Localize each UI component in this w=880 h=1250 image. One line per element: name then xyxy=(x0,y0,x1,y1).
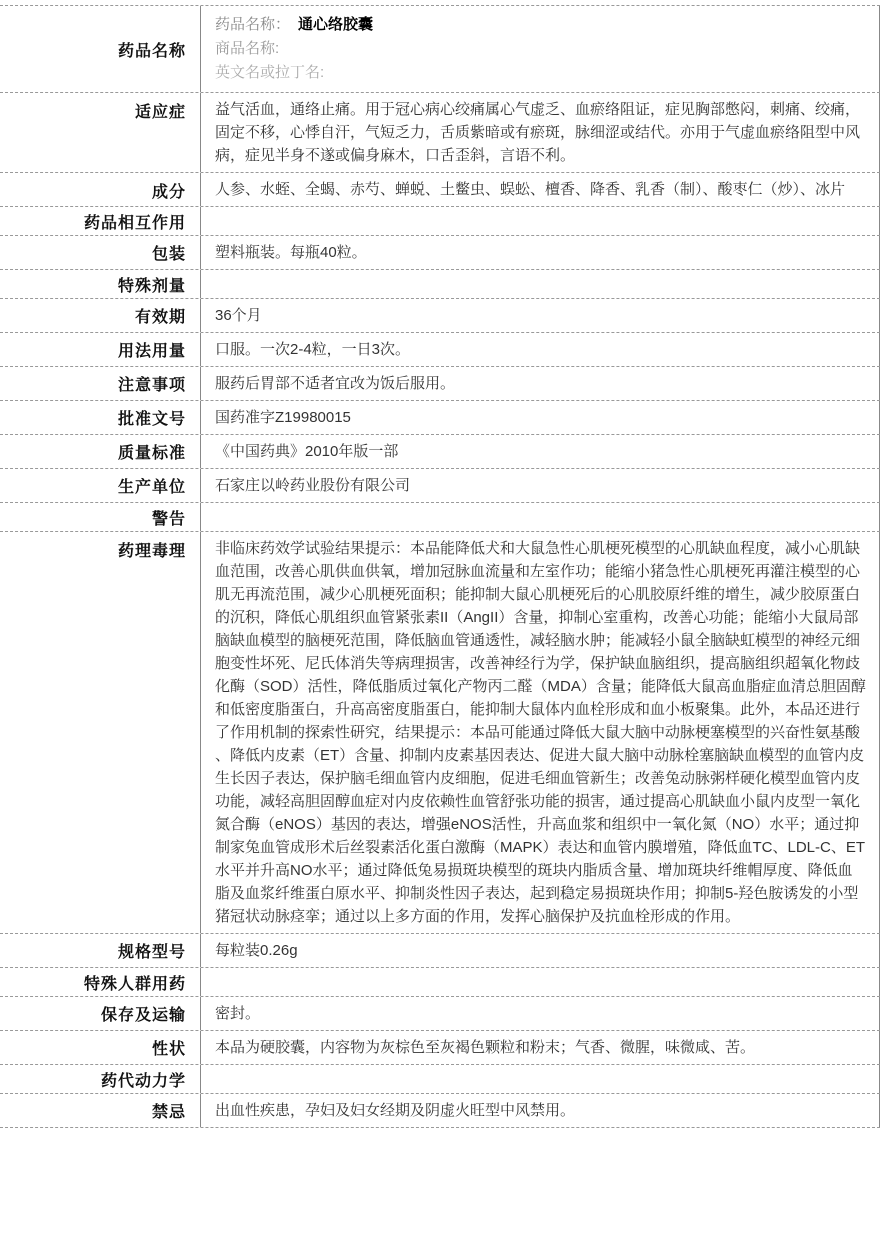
row-label-quality-standard: 质量标准 xyxy=(117,445,186,462)
table-row-pharmacology-toxicology xyxy=(0,532,880,934)
row-label-storage-transport: 保存及运输 xyxy=(100,1007,186,1024)
row-value-special-dosage xyxy=(200,270,880,298)
row-value-pharmacokinetics xyxy=(200,1065,880,1093)
row-label-dosage-usage: 用法用量 xyxy=(117,343,186,360)
row-value-dosage-usage: 口服。一次2-4粒，一日3次。 xyxy=(200,333,880,366)
row-value-approval-number: 国药准字Z19980015 xyxy=(200,401,880,434)
table-row-special-populations xyxy=(0,968,880,997)
table-row-storage-transport xyxy=(0,997,880,1031)
row-value-quality-standard: 《中国药典》2010年版一部 xyxy=(200,435,880,468)
row-label-ingredients: 成分 xyxy=(151,184,186,201)
row-label-special-populations: 特殊人群用药 xyxy=(83,975,186,993)
row-label-pharmacokinetics: 药代动力学 xyxy=(100,1072,186,1090)
drug-name-cell xyxy=(200,6,880,92)
table-row-dosage-usage xyxy=(0,333,880,367)
table-row-contraindications xyxy=(0,1094,880,1128)
row-label-pharmacology-toxicology: 药理毒理 xyxy=(117,543,186,560)
table-row-pharmacokinetics xyxy=(0,1065,880,1094)
row-value-shelf-life: 36个月 xyxy=(200,299,880,332)
row-value-manufacturer: 石家庄以岭药业股份有限公司 xyxy=(200,469,880,502)
table-row-warning xyxy=(0,503,880,532)
table-row-drug-interactions xyxy=(0,207,880,236)
row-value-contraindications: 出血性疾患，孕妇及妇女经期及阴虚火旺型中风禁用。 xyxy=(200,1094,880,1127)
table-row-drug-name xyxy=(0,6,880,93)
row-value-packaging: 塑料瓶装。每瓶40粒。 xyxy=(200,236,880,269)
drug-name-sub-label: 药品名称： xyxy=(215,16,291,33)
drug-name-value: 通心络胶囊 xyxy=(298,16,374,33)
drug-info-table xyxy=(0,5,880,1128)
row-label-drug-name: 药品名称 xyxy=(117,42,186,60)
row-label-precautions: 注意事项 xyxy=(117,377,186,394)
row-value-description: 本品为硬胶囊，内容物为灰棕色至灰褐色颗粒和粉末；气香、微腥，味微咸、苦。 xyxy=(200,1031,880,1064)
row-label-manufacturer: 生产单位 xyxy=(117,479,186,496)
table-row-approval-number xyxy=(0,401,880,435)
row-value-warning xyxy=(200,503,880,531)
table-row-precautions xyxy=(0,367,880,401)
row-value-pharmacology-toxicology: 非临床药效学试验结果提示：本品能降低犬和大鼠急性心肌梗死模型的心肌缺血程度，减小心肌缺血范围，改善心肌供血供氧，增加冠脉血流量和左室作功；能缩小猪急性心肌梗死再灌注模型的心肌无再流范围，减少心肌梗死面积；能抑制大鼠心肌梗死后的心肌胶原纤维的增生，减少胶原蛋白的沉积，降低心肌组织血管紧张素II（AngII）含量，抑制心室重构，改善心功能；能缩小大鼠局部脑缺血模型的脑梗死范围，降低脑血管通透性，减轻脑水肿；能减轻小鼠全脑缺虹模型的神经元细胞变性坏死、尼氏体消失等病理损害，改善神经行为学，保护缺血脑组织，提高脑组织超氧化物歧化酶（SOD）活性，降低脂质过氧化产物丙二醛（MDA）含量；能降低大鼠高血脂症血清总胆固醇和低密度脂蛋白，升高高密度脂蛋白，能抑制大鼠体内血栓形成和血小板聚集。此外，本品还进行了作用机制的探索性研究，结果提示：本品可能通过降低大鼠大脑中动脉梗塞模型的兴奋性氨基酸、降低内皮素（ET）含量、抑制内皮素基因表达、促进大鼠大脑中动脉栓塞脑缺血模型的血管内皮生长因子表达，保护脑毛细血管内皮细胞，促进毛细血管新生；改善兔动脉粥样硬化模型血管内皮功能，减轻高胆固醇血症对内皮依赖性血管舒张功能的损害，通过提高心肌缺血小鼠内皮型一氧化氮合酶（eNOS）基因的表达，增强eNOS活性，升高血浆和组织中一氧化氮（NO）水平；通过抑制家兔血管成形术后丝裂素活化蛋白激酶（MAPK）表达和血管内膜增殖，降低血TC、LDL-C、ET水平并升高NO水平；通过降低兔易损斑块模型的斑块内脂质含量、增加斑块纤维帽厚度、降低血脂及血浆纤维蛋白原水平、抑制炎性因子表达，起到稳定易损斑块作用；抑制5-羟色胺诱发的小型猪冠状动脉痉挛；通过以上多方面的作用，发挥心脑保护及抗血栓形成的作用。 xyxy=(200,532,880,933)
row-label-packaging: 包装 xyxy=(151,246,186,263)
row-label-specification: 规格型号 xyxy=(117,944,186,961)
row-label-shelf-life: 有效期 xyxy=(134,309,186,326)
trade-name-label: 商品名称: xyxy=(215,40,280,57)
table-row-packaging xyxy=(0,236,880,270)
table-row-ingredients xyxy=(0,173,880,207)
row-value-ingredients: 人参、水蛭、全蝎、赤芍、蝉蜕、土鳖虫、蜈蚣、檀香、降香、乳香（制）、酸枣仁（炒）、冰片 xyxy=(200,173,880,206)
table-row-description xyxy=(0,1031,880,1065)
row-label-special-dosage: 特殊剂量 xyxy=(117,277,186,295)
table-row-quality-standard xyxy=(0,435,880,469)
row-value-special-populations xyxy=(200,968,880,996)
row-value-drug-interactions xyxy=(200,207,880,235)
table-row-shelf-life xyxy=(0,299,880,333)
row-label-approval-number: 批准文号 xyxy=(117,411,186,428)
row-label-indications: 适应症 xyxy=(134,104,186,121)
row-label-drug-interactions: 药品相互作用 xyxy=(83,214,186,232)
row-label-contraindications: 禁忌 xyxy=(151,1104,186,1121)
table-row-indications xyxy=(0,93,880,173)
row-value-specification: 每粒装0.26g xyxy=(200,934,880,967)
row-label-description: 性状 xyxy=(151,1041,186,1058)
row-label-warning: 警告 xyxy=(151,510,186,528)
drug-name-line xyxy=(215,13,867,37)
table-row-manufacturer xyxy=(0,469,880,503)
table-row-specification xyxy=(0,934,880,968)
english-name-label: 英文名或拉丁名: xyxy=(215,64,325,81)
table-row-special-dosage xyxy=(0,270,880,299)
row-value-storage-transport: 密封。 xyxy=(200,997,880,1030)
row-value-indications: 益气活血，通络止痛。用于冠心病心绞痛属心气虚乏、血瘀络阻证，症见胸部憋闷，刺痛、绞痛，固定不移，心悸自汗，气短乏力，舌质紫暗或有瘀斑，脉细涩或结代。亦用于气虚血瘀络阻型中风病，症见半身不遂或偏身麻木，口舌歪斜，言语不利。 xyxy=(200,93,880,172)
row-value-precautions: 服药后胃部不适者宜改为饭后服用。 xyxy=(200,367,880,400)
